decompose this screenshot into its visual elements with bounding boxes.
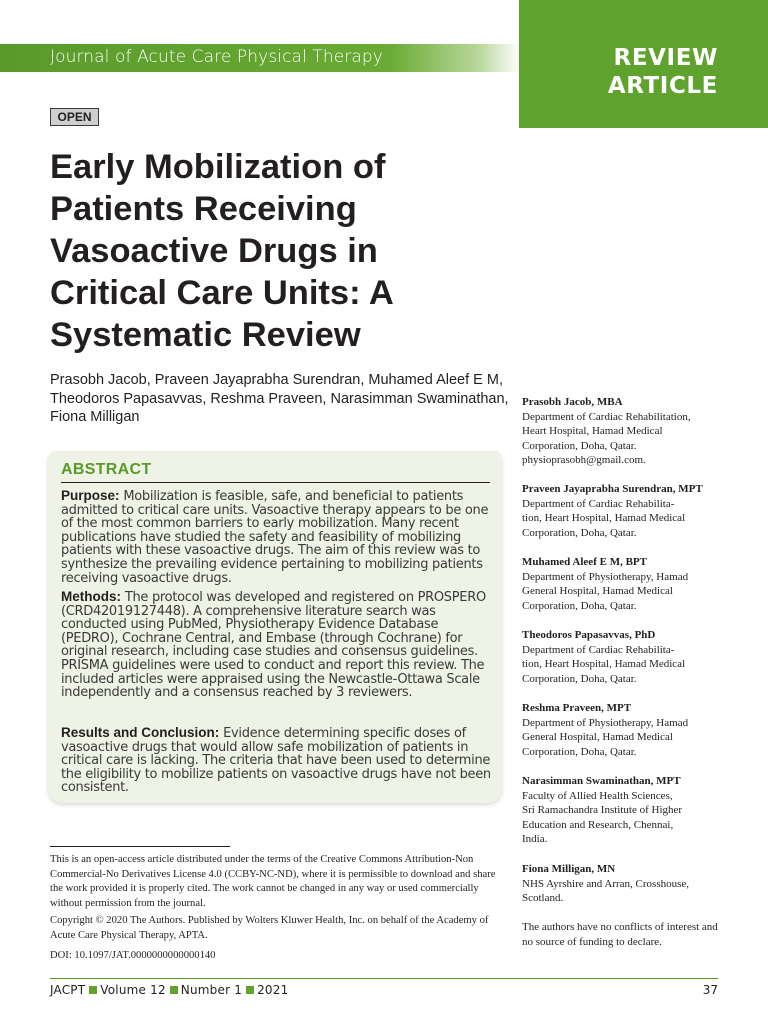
journal-abbrev: JACPT <box>50 983 86 997</box>
affiliation-line: Corporation, Doha, Qatar. <box>522 745 637 758</box>
affiliation-line: tion, Heart Hospital, Hamad Medical <box>522 658 686 671</box>
affiliation-line: Scotland. <box>522 892 564 905</box>
copyright-note: Copyright © 2020 The Authors. Published by Wolters Kluwer Health, Inc. on behalf of the Academy of Acute Care Physical Therapy, APTA. <box>50 915 489 941</box>
affiliation-line: Heart Hospital, Hamad Medical <box>522 425 663 438</box>
affiliation-line: General Hospital, Hamad Medical <box>522 731 673 744</box>
article-type-line2: ARTICLE <box>607 73 718 99</box>
abstract-heading: ABSTRACT <box>61 461 152 478</box>
affiliation-line: Faculty of Allied Health Sciences, <box>522 789 673 802</box>
affiliation-5 <box>522 774 722 847</box>
affiliation-0 <box>522 395 722 468</box>
author-list: Prasobh Jacob, Praveen Jayaprabha Surendran, Muhamed Aleef E M, Theodoros Papasavvas, Reshma Praveen, Narasimman Swaminathan, Fiona Milligan <box>50 372 509 425</box>
abstract-methods <box>61 590 491 700</box>
journal-name: Journal of Acute Care Physical Therapy <box>50 47 383 67</box>
volume: Volume 12 <box>100 983 166 997</box>
affiliation-line: Department of Physiotherapy, Hamad <box>522 570 689 583</box>
affiliation-line: Corporation, Doha, Qatar. <box>522 439 637 452</box>
article-title: Early Mobilization of Patients Receiving Vasoactive Drugs in Critical Care Units: A Systematic Review <box>50 148 393 354</box>
affiliation-line: Education and Research, Chennai, <box>522 818 674 831</box>
license-note: This is an open-access article distributed under the terms of the Creative Commons Attribution-Non Commercial-No Derivatives License 4.0 (CCBY-NC-ND), where it is permissible to download and share the work provided it is properly cited. The work cannot be changed in any way or used commercially without permission from the journal. <box>50 854 496 909</box>
square-bullet-icon <box>89 986 97 994</box>
affiliation-line: India. <box>522 833 548 846</box>
year: 2021 <box>257 983 289 997</box>
affiliation-name: Praveen Jayaprabha Surendran, MPT <box>522 483 703 495</box>
article-type-box <box>519 0 768 128</box>
affiliation-3 <box>522 628 722 686</box>
results-label: Results and Conclusion: <box>61 725 220 740</box>
methods-text: The protocol was developed and registered on PROSPERO (CRD42019127448). A comprehensive literature search was conducted using PubMed, Physiotherapy Evidence Database (PEDRO), Cochrane Central, and Embase (through Cochrane) for original research, including case studies and consensus guidelines. PRISMA guidelines were used to conduct and report this review. The included articles were appraised using the Newcastle-Ottawa Scale independently and a consensus reached by 3 reviewers. <box>61 590 486 701</box>
running-footer <box>50 983 288 997</box>
affiliation-4 <box>522 701 722 759</box>
affiliation-line: Department of Cardiac Rehabilitation, <box>522 410 691 423</box>
affiliation-line: tion, Heart Hospital, Hamad Medical <box>522 512 686 525</box>
affiliation-name: Reshma Praveen, MPT <box>522 702 632 714</box>
conflict-statement: The authors have no conflicts of interest and no source of funding to declare. <box>522 921 718 948</box>
results-text: Evidence determining specific doses of vasoactive drugs that would allow safe mobilization of patients in critical care is lacking. The criteria that have been used to determine the eligibility to mobilize patients on vasoactive drugs have not been consistent. <box>61 726 491 796</box>
square-bullet-icon <box>246 986 254 994</box>
affiliation-2 <box>522 555 722 613</box>
methods-label: Methods: <box>61 589 121 604</box>
affiliation-1 <box>522 482 722 540</box>
affiliation-line: NHS Ayrshire and Arran, Crosshouse, <box>522 877 690 890</box>
square-bullet-icon <box>170 986 178 994</box>
abstract-results <box>61 726 491 795</box>
affiliation-line: Corporation, Doha, Qatar. <box>522 672 637 685</box>
purpose-label: Purpose: <box>61 488 120 503</box>
affiliation-name: Fiona Milligan, MN <box>522 863 616 875</box>
purpose-text: Mobilization is feasible, safe, and beneficial to patients admitted to critical care units. Vasoactive therapy appears to be one of the most common barriers to early mobilization. Many recent publications have studied the safety and feasibility of mobilizing patients with these vasoactive drugs. The aim of this review was to synthesize the prevailing evidence pertaining to mobilizing patients receiving vasoactive drugs. <box>61 489 489 586</box>
open-access-badge: OPEN <box>50 108 99 126</box>
footnote-divider <box>50 846 230 847</box>
affiliation-line: Sri Ramachandra Institute of Higher <box>522 804 683 817</box>
affiliation-name: Prasobh Jacob, MBA <box>522 396 623 408</box>
affiliation-name: Muhamed Aleef E M, BPT <box>522 556 647 568</box>
doi: DOI: 10.1097/JAT.0000000000000140 <box>50 950 216 961</box>
affiliation-name: Narasimman Swaminathan, MPT <box>522 775 681 787</box>
affiliation-line: General Hospital, Hamad Medical <box>522 585 673 598</box>
issue-number: Number 1 <box>180 983 243 997</box>
footer-divider <box>50 978 718 979</box>
page-number: 37 <box>702 983 718 997</box>
abstract-purpose <box>61 489 491 585</box>
affiliation-email: physioprasobh@gmail.com. <box>522 454 646 467</box>
affiliation-line: Corporation, Doha, Qatar. <box>522 526 637 539</box>
affiliation-line: Department of Cardiac Rehabilita- <box>522 497 675 510</box>
affiliation-6 <box>522 862 722 906</box>
article-type-line1: REVIEW <box>613 45 718 71</box>
affiliation-line: Department of Cardiac Rehabilita- <box>522 643 675 656</box>
affiliation-line: Corporation, Doha, Qatar. <box>522 599 637 612</box>
affiliation-name: Theodoros Papasavvas, PhD <box>522 629 656 641</box>
abstract-divider <box>61 482 490 483</box>
affiliation-line: Department of Physiotherapy, Hamad <box>522 716 689 729</box>
